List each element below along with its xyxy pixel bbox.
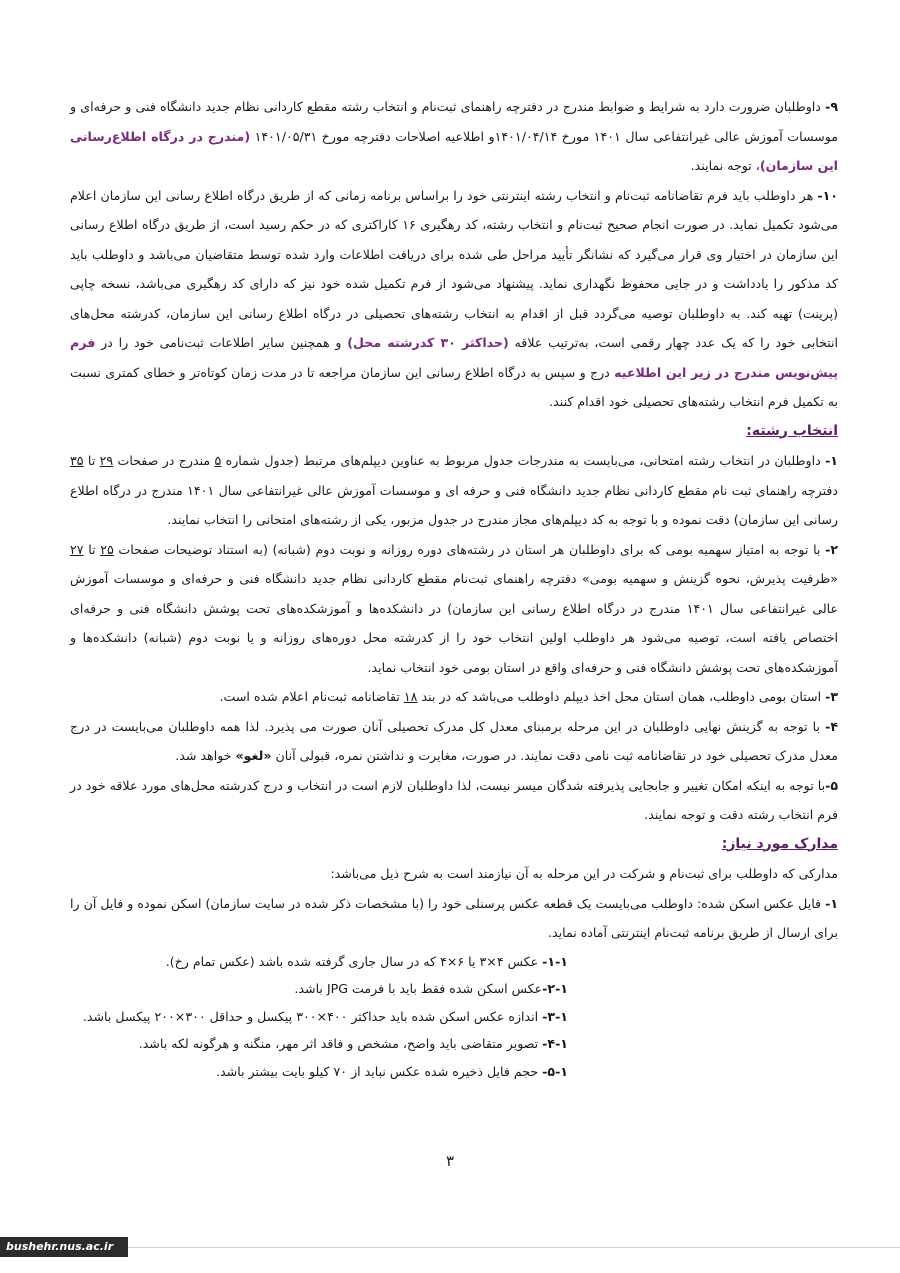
item-number: ۱۰- bbox=[817, 187, 838, 203]
item-text: با توجه به اینکه امکان تغییر و جابجایی پذیرفته شدگان میسر نیست، لذا داوطلبان لازم است در انتخاب و درج کدرشته محل‌های مورد علاقه خود در فرم انتخاب رشته دقت و توجه نمایند. bbox=[70, 777, 838, 822]
underlined-number: ۲۷ bbox=[70, 541, 84, 557]
paragraph-text: و همچنین سایر اطلاعات ثبت‌نامی خود را در bbox=[95, 335, 348, 350]
sub-item-text: حجم فایل ذخیره شده عکس نباید از ۷۰ کیلو بایت بیشتر باشد. bbox=[216, 1063, 543, 1079]
section-heading-field-selection: انتخاب رشته: bbox=[746, 422, 838, 439]
paragraph-text: ، توجه نمایند. bbox=[690, 158, 760, 173]
document-body bbox=[70, 92, 838, 1085]
sub-item-number: ۱-۱- bbox=[542, 953, 568, 969]
paragraph-text: هر داوطلب باید فرم تقاضانامه ثبت‌نام و انتخاب رشته اینترنتی خود را براساس برنامه زمانی که از طریق درگاه اطلاع رسانی این سازمان اعلام می‌شود تکمیل نماید. در صورت انجام صحیح ثبت‌نام و انتخاب رشته، کد رهگیری ۱۶ کاراکتری که در حکم رسید است، از طریق درگاه اطلاع رسانی این سازمان در اختیار وی قرار می‌گیرد که نشانگر تأیید مراحل طی شده برای دریافت اطلاعات وارد شده توسط متقاضیان می‌باشد و داوطلب باید کد مذکور را یادداشت و در جایی محفوظ نگهداری نماید. پیشنهاد می‌شود از فرم تکمیل شده خود نیز که دارای کد رهگیری می‌باشد، نسخه چاپی (پرینت) تهیه کند. به داوطلبان توصیه می‌گردد قبل از اقدام به انتخاب رشته‌های تحصیلی در درگاه اطلاع رسانی این سازمان، کدرشته محل‌های انتخابی خود را که یک عدد چهار رقمی است، به‌ترتیب علاقه bbox=[70, 187, 839, 350]
paragraph-text: داوطلبان ضرورت دارد به شرایط و ضوابط مندرج در دفترچه راهنمای ثبت‌نام و انتخاب رشته مقطع کاردانی نظام جدید دانشگاه فنی و حرفه‌ای و موسسات آموزش عالی غیرانتفاعی سال ۱۴۰۱ مورخ ۱۴۰۱/۰۴/۱۴و اطلاعیه اصلاحات دفترچه مورخ ۱۴۰۱/۰۵/۳۱ bbox=[70, 99, 838, 144]
sub-item-text: عکس ۴×۳ یا ۶×۴ که در سال جاری گرفته شده باشد (عکس تمام رخ). bbox=[165, 953, 543, 969]
paragraph-text: درج و سپس به درگاه اطلاع رسانی این سازمان مراجعه تا در مدت زمان کوتاه‌تر و خطای کمتری نسبت به تکمیل فرم انتخاب رشته‌های تحصیلی خود اقدام کنند. bbox=[70, 364, 838, 409]
photo-requirement-3 bbox=[70, 1003, 838, 1031]
underlined-number: ۲۵ bbox=[100, 541, 114, 557]
sub-item-number: ۴-۱- bbox=[542, 1036, 568, 1051]
item-text: استان بومی داوطلب، همان استان محل اخذ دیپلم داوطلب می‌باشد که در بند bbox=[417, 689, 826, 704]
paragraph-9 bbox=[70, 92, 838, 181]
section-heading-required-documents: مدارک مورد نیاز: bbox=[721, 835, 838, 852]
photo-requirement-5 bbox=[70, 1058, 838, 1086]
item-number: ۹- bbox=[825, 99, 838, 114]
item-text: تا bbox=[83, 453, 100, 468]
item-text: مندرج در صفحات bbox=[113, 453, 215, 468]
sub-item-number: ۳-۱- bbox=[542, 1008, 568, 1024]
sub-item-number: ۲-۱- bbox=[542, 981, 568, 996]
underlined-number: ۲۹ bbox=[99, 453, 114, 468]
sub-item-text: اندازه عکس اسکن شده باید حداکثر ۴۰۰×۳۰۰ پیکسل و حداقل ۳۰۰×۲۰۰ پیکسل باشد. bbox=[82, 1008, 543, 1024]
item-number: ۴- bbox=[825, 718, 838, 734]
photo-requirement-2 bbox=[70, 975, 838, 1003]
sub-item-text: تصویر متقاضی باید واضح، مشخص و فاقد اثر مهر، منگنه و هرگونه لکه باشد. bbox=[138, 1036, 543, 1051]
sub-item-text: عکس اسکن شده فقط باید با فرمت JPG باشد. bbox=[294, 981, 543, 996]
item-text: تا bbox=[83, 541, 101, 557]
selection-item-5 bbox=[70, 771, 838, 830]
selection-item-2 bbox=[70, 535, 838, 683]
footer-site-link[interactable]: bushehr.nus.ac.ir bbox=[0, 1237, 128, 1257]
item-number: ۳- bbox=[825, 689, 838, 704]
selection-item-4 bbox=[70, 712, 838, 771]
item-text: فایل عکس اسکن شده: داوطلب می‌بایست یک قطعه عکس پرسنلی خود را (با مشخصات ذکر شده در سایت سازمان) اسکن نموده و فایل آن را برای ارسال از طریق برنامه ثبت‌نام اینترنتی آماده نماید. bbox=[70, 895, 838, 940]
sub-item-number: ۵-۱- bbox=[542, 1063, 568, 1079]
highlight-text: فرم پیش‌نویس مندرج در زیر این اطلاعیه bbox=[70, 335, 838, 380]
item-text: «ظرفیت پذیرش، نحوه گزینش و سهمیه بومی» دفترچه راهنمای ثبت‌نام مقطع کاردانی نظام جدید دانشگاه فنی و حرفه‌ای و موسسات آموزش عالی غیرانتفاعی سال ۱۴۰۱ مندرج در درگاه اطلاع رسانی این سازمان) در دانشکده‌ها و آموزشکده‌های تحت پوشش دانشگاه فنی و حرفه‌ای اختصاص یافته است، توصیه می‌شود هر داوطلب اولین انتخاب خود را از کدرشته محل دوره‌های روزانه و یا نوبت دوم (شبانه) دانشکده‌ها و آموزشکده‌های تحت پوشش دانشگاه فنی و حرفه‌ای واقع در استان بومی خود انتخاب نماید. bbox=[70, 571, 839, 675]
documents-item-1 bbox=[70, 889, 838, 948]
item-text: با توجه به امتیاز سهمیه بومی که برای داوطلبان هر استان در رشته‌های دوره روزانه و نوبت دوم (شبانه) (به استناد توضیحات صفحات bbox=[113, 541, 826, 557]
documents-intro: مدارکی که داوطلب برای ثبت‌نام و شرکت در این مرحله به آن نیازمند است به شرح ذیل می‌باشد: bbox=[330, 866, 838, 881]
item-number: ۱- bbox=[825, 453, 838, 468]
item-text: داوطلبان در انتخاب رشته امتحانی، می‌بایست به مندرجات جدول مربوط به عناوین دیپلم‌های مرتبط (جدول شماره bbox=[221, 453, 826, 468]
item-number: ۲- bbox=[825, 541, 838, 557]
page-number: ۳ bbox=[445, 1152, 455, 1170]
item-text: خواهد شد. bbox=[175, 748, 236, 763]
highlight-text: (مندرج در درگاه اطلاع‌رسانی این سازمان) bbox=[70, 128, 838, 173]
footer-divider bbox=[128, 1247, 900, 1248]
item-text: با توجه به گزینش نهایی داوطلبان در این مرحله برمبنای معدل کل مدرک تحصیلی آنان صورت می پذیرد. لذا همه داوطلبان می‌بایست در درج معدل مدرک تحصیلی خود در تقاضانامه ثبت نامی دقت نمایند. در صورت، مغایرت و نداشتن نمره، قبولی آنان bbox=[70, 718, 838, 763]
photo-requirement-4 bbox=[70, 1030, 838, 1058]
item-number: ۵- bbox=[825, 777, 838, 793]
bold-text: «لغو» bbox=[235, 748, 272, 763]
item-text: تقاضانامه ثبت‌نام اعلام شده است. bbox=[219, 689, 404, 704]
photo-requirement-1 bbox=[70, 948, 838, 976]
underlined-number: ۳۵ bbox=[70, 453, 84, 468]
selection-item-3 bbox=[70, 682, 838, 712]
item-number: ۱- bbox=[825, 895, 838, 911]
underlined-number: ۱۸ bbox=[403, 689, 418, 704]
paragraph-10 bbox=[70, 181, 838, 417]
highlight-text: (حداکثر ۳۰ کدرشته محل) bbox=[347, 335, 509, 350]
selection-item-1 bbox=[70, 446, 838, 535]
underlined-number: ۵ bbox=[214, 453, 222, 468]
item-text: دفترچه راهنمای ثبت نام مقطع کاردانی نظام جدید دانشگاه فنی و حرفه ای و موسسات آموزش عالی غیرانتفاعی سال ۱۴۰۱ مندرج در درگاه اطلاع رسانی این سازمان) دقت نموده و با توجه به کد دیپلم‌های مجاز مندرج در جدول مزبور، یکی از رشته‌های امتحانی را انتخاب نمایند. bbox=[70, 482, 838, 527]
